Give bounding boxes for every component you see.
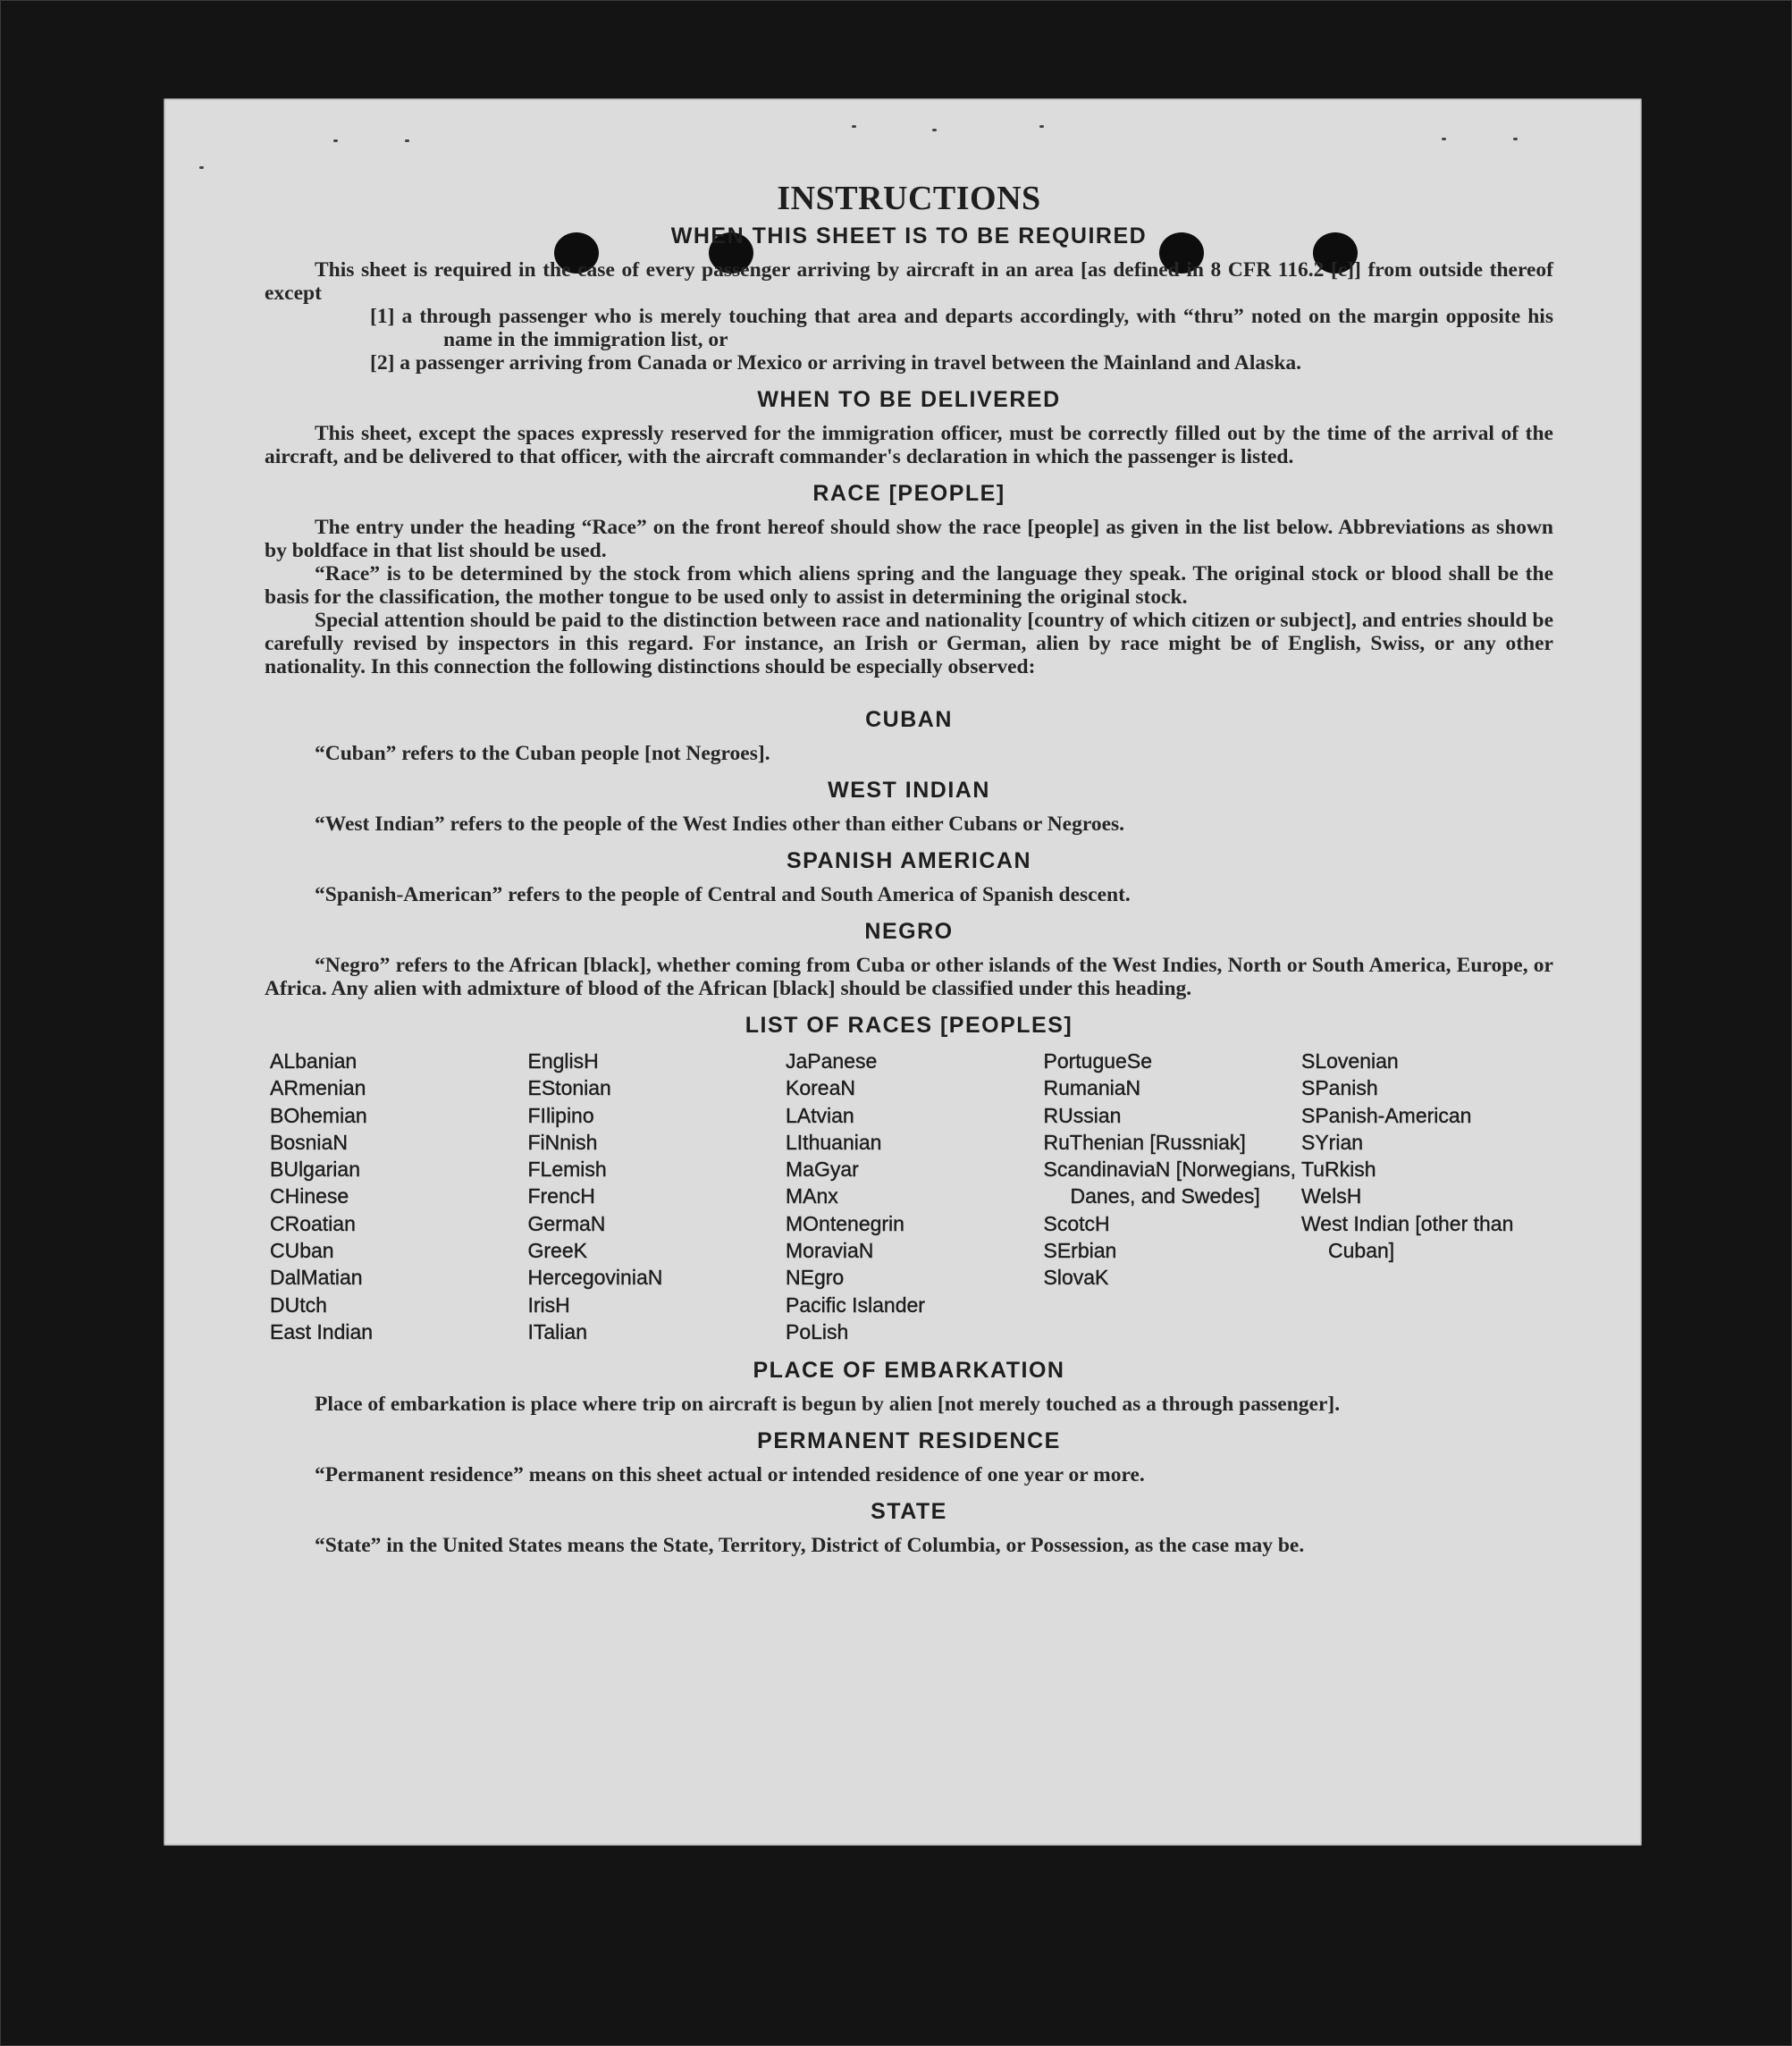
race-item: ScandinaviaN [Norwegians, Danes, and Swedes] [1043, 1158, 1297, 1208]
scan-speck [852, 125, 856, 128]
race-item: EnglisH [527, 1049, 599, 1073]
race-item: MOntenegrin [786, 1211, 904, 1235]
heading-when-required: WHEN THIS SHEET IS TO BE REQUIRED [670, 223, 1148, 248]
scan-speck [1442, 138, 1446, 140]
paragraph-spanish-american: “Spanish-American” refers to the people of Central and South America of Spanish descent. [315, 883, 1131, 906]
race-item: CHinese [270, 1184, 349, 1208]
section-gap [265, 678, 1553, 695]
race-item: RumaniaN [1043, 1076, 1141, 1100]
race-item: TuRkish [1301, 1158, 1376, 1182]
race-item: PoLish [786, 1319, 849, 1343]
race-item: KoreaN [786, 1076, 855, 1100]
race-column-4 [1044, 1048, 1301, 1345]
heading-spanish-american: SPANISH AMERICAN [786, 848, 1031, 873]
heading-when-delivered: WHEN TO BE DELIVERED [757, 387, 1061, 412]
paragraph-race-3: Special attention should be paid to the distinction between race and nationality [country of which citizen or subject], and entries should be carefully revised by inspectors in this regard. For instance, an Irish or German, alien by race might be of English, Swiss, or any other nationality. In this connection the following distinctions should be especially observed: [265, 609, 1553, 678]
race-item: GermaN [527, 1211, 606, 1235]
race-item: FLemish [527, 1158, 607, 1182]
race-item: BUlgarian [270, 1158, 360, 1182]
race-item: ARmenian [270, 1076, 366, 1100]
race-item: NEgro [786, 1266, 845, 1290]
scan-speck [1513, 138, 1518, 140]
scan-speck [405, 139, 409, 142]
race-item: BOhemian [270, 1103, 367, 1127]
exception-item-1: [1] a through passenger who is merely touching that area and departs accordingly, with “thru” noted on the margin opposite his name in the immigration list, or [370, 305, 1553, 351]
race-item: IrisH [527, 1292, 570, 1317]
race-item: LIthuanian [786, 1130, 882, 1154]
scan-speck [1039, 125, 1044, 128]
race-item: CRoatian [270, 1211, 356, 1235]
race-item: LAtvian [786, 1103, 854, 1127]
race-item: FiNnish [527, 1130, 598, 1154]
race-item: DUtch [270, 1292, 327, 1317]
page-title: INSTRUCTIONS [777, 180, 1041, 217]
scan-speck [333, 139, 338, 142]
exception-item-2: [2] a passenger arriving from Canada or Mexico or arriving in travel between the Mainland and Alaska. [370, 351, 1302, 375]
race-item: WelsH [1301, 1184, 1362, 1208]
heading-list-of-races: LIST OF RACES [PEOPLES] [745, 1013, 1073, 1038]
paragraph-negro: “Negro” refers to the African [black], whether coming from Cuba or other islands of the West Indies, North or South America, Europe, or Africa. Any alien with admixture of blood of the African [black] should be classified under this heading. [265, 954, 1553, 1000]
race-item: SPanish [1301, 1076, 1378, 1100]
race-item: HercegoviniaN [527, 1266, 663, 1290]
race-item: East Indian [270, 1319, 374, 1343]
race-item: SErbian [1043, 1239, 1117, 1263]
scan-speck [932, 129, 937, 131]
heading-permanent-residence: PERMANENT RESIDENCE [757, 1428, 1061, 1454]
paragraph-embarkation: Place of embarkation is place where trip on aircraft is begun by alien [not merely touched as a through passenger]. [315, 1393, 1341, 1417]
race-column-5 [1301, 1048, 1559, 1345]
race-item: ScotcH [1043, 1211, 1110, 1235]
heading-negro: NEGRO [864, 919, 954, 944]
race-column-3 [786, 1048, 1043, 1345]
race-column-1 [270, 1048, 527, 1345]
race-item: SlovaK [1043, 1266, 1109, 1290]
race-item: RUssian [1043, 1103, 1122, 1127]
race-item: GreeK [527, 1239, 587, 1263]
race-item: ITalian [527, 1319, 587, 1343]
heading-west-indian: WEST INDIAN [828, 778, 990, 803]
instructions-content [265, 179, 1553, 1557]
paragraph-race-1: The entry under the heading “Race” on the front hereof should show the race [people] as given in the list below. Abbreviations as shown by boldface in that list should be used. [265, 516, 1553, 562]
heading-cuban: CUBAN [865, 707, 953, 732]
paragraph-state: “State” in the United States means the State, Territory, District of Columbia, or Possession, as the case may be. [315, 1534, 1305, 1558]
race-item: FIlipino [527, 1103, 594, 1127]
race-item: MAnx [786, 1184, 838, 1208]
heading-race: RACE [PEOPLE] [812, 481, 1005, 506]
race-item: MoraviaN [786, 1239, 874, 1263]
race-item: BosniaN [270, 1130, 348, 1154]
race-item: Pacific Islander [786, 1292, 925, 1317]
race-item: SLovenian [1301, 1049, 1399, 1073]
race-item: ALbanian [270, 1049, 358, 1073]
race-item: PortugueSe [1043, 1049, 1152, 1073]
race-item: SYrian [1301, 1130, 1364, 1154]
race-item: West Indian [other than Cuban] [1301, 1211, 1514, 1263]
race-item: CUban [270, 1239, 334, 1263]
race-column-2 [528, 1048, 786, 1345]
paragraph-race-2: “Race” is to be determined by the stock from which aliens spring and the language they speak. The original stock or blood shall be the basis for the classification, the mother tongue to be used only to assist in determining the original stock. [265, 562, 1553, 609]
race-item: JaPanese [786, 1049, 878, 1073]
paragraph-permanent-residence: “Permanent residence” means on this sheet actual or intended residence of one year or more. [315, 1463, 1145, 1487]
heading-state: STATE [871, 1499, 947, 1525]
race-item: SPanish-American [1301, 1103, 1472, 1127]
scan-speck [199, 166, 204, 169]
race-item: DalMatian [270, 1266, 363, 1290]
race-item: FrencH [527, 1184, 595, 1208]
paragraph-required-intro: This sheet is required in the case of every passenger arriving by aircraft in an area [as defined in 8 CFR 116.2 [c]] from outside thereof except [265, 258, 1553, 305]
race-list [270, 1048, 1559, 1345]
race-item: EStonian [527, 1076, 611, 1100]
paragraph-delivered: This sheet, except the spaces expressly reserved for the immigration officer, must be correctly filled out by the time of the arrival of the aircraft, and be delivered to that officer, with the aircraft commander's declaration in which the passenger is listed. [265, 422, 1553, 468]
race-item: RuThenian [Russniak] [1043, 1130, 1246, 1154]
paragraph-west-indian: “West Indian” refers to the people of the West Indies other than either Cubans or Negroes. [315, 813, 1125, 836]
paragraph-cuban: “Cuban” refers to the Cuban people [not Negroes]. [315, 742, 770, 765]
race-item: MaGyar [786, 1158, 859, 1182]
heading-place-of-embarkation: PLACE OF EMBARKATION [753, 1358, 1065, 1384]
